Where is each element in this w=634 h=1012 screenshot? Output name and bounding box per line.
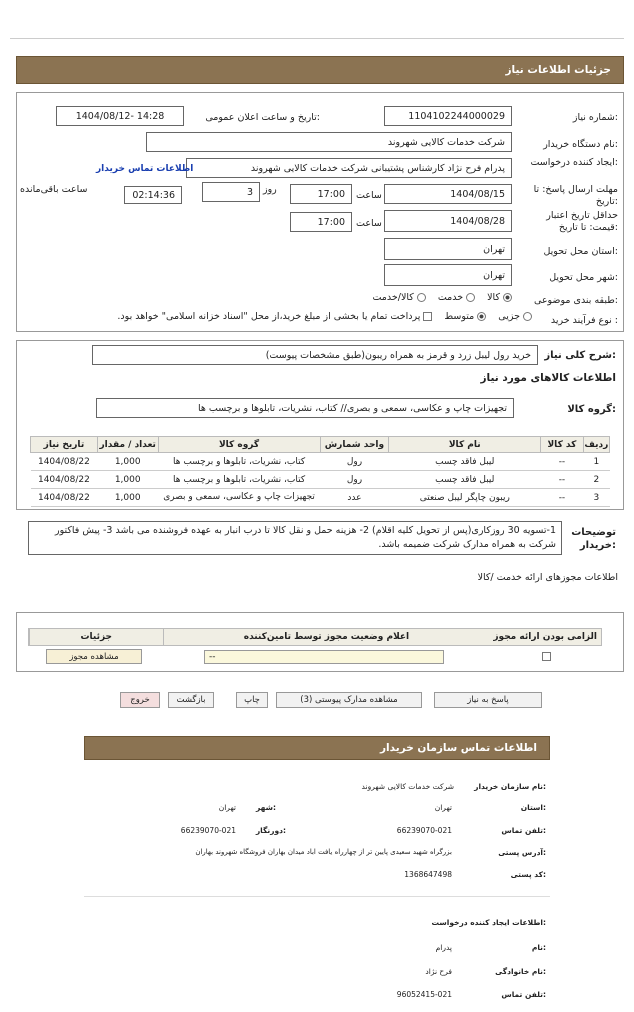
creator-field[interactable]: پدرام فرح نژاد کارشناس پشتیبانی شرکت خدمات کالایی شهروند (186, 158, 512, 178)
permits-col-required: الزامی بودن ارائه مجوز (493, 632, 597, 642)
creator-phone: 96052415-021 (396, 990, 452, 999)
permits-col-details: جزئیات (29, 629, 163, 645)
attachments-button[interactable]: مشاهده مدارک پیوستی (3) (276, 692, 422, 708)
contact-address: بزرگراه شهید سعیدی پایین تر از چهارراه یافت اباد میدان بهاران فروشگاه شهروند بهاران (195, 848, 452, 856)
permits-header (28, 628, 602, 646)
day-label: روز (263, 184, 277, 195)
permit-status-field[interactable]: -- (204, 650, 444, 664)
proc-partial-label: جزیی (498, 311, 520, 322)
cell-qty: 1,000 (97, 489, 158, 507)
reply-button[interactable]: پاسخ به نیاز (434, 692, 542, 708)
summary-label: شرح کلی نیاز: (544, 350, 616, 361)
province-field[interactable]: تهران (384, 238, 512, 260)
province-label: استان محل تحویل: (543, 246, 618, 257)
cell-code: -- (541, 453, 584, 471)
cell-row: 2 (583, 471, 609, 489)
cat-service-option[interactable] (438, 292, 475, 303)
cell-group: کتاب، نشریات، تابلوها و برچسب ها (158, 471, 320, 489)
notes-field[interactable]: 1-تسویه 30 روزکاری(پس از تحویل کلیه اقلام) 2- هزینه حمل و نقل کالا تا درب انبار به عهده فروشنده می باشد 3- پیش فاکتور شرکت به همراه مدارک شرکت ضمیمه باشد. (28, 521, 562, 555)
creator-name: پدرام (435, 943, 452, 952)
page-title: جزئیات اطلاعات نیاز (505, 64, 611, 76)
contact-province-label: استان: (520, 803, 546, 812)
permits-col-status: اعلام وضعیت مجوز توسط تامین‌کننده (163, 629, 490, 645)
creator-phone-label: تلفن تماس: (501, 990, 546, 999)
buyer-org-label: نام دستگاه خریدار: (543, 139, 618, 150)
contact-phone-label: تلفن تماس: (501, 826, 546, 835)
creator-label: ایجاد کننده درخواست: (530, 157, 618, 168)
cat-goods-label: کالا (487, 292, 500, 303)
view-permit-button[interactable]: مشاهده مجوز (46, 649, 142, 664)
exit-button[interactable]: خروج (120, 692, 160, 708)
print-button[interactable]: چاپ (236, 692, 268, 708)
creator-name-label: نام: (531, 943, 546, 952)
checkbox-icon[interactable] (423, 312, 432, 321)
validity-date-field[interactable]: 1404/08/28 (384, 210, 512, 232)
col-group: گروه کالا (158, 437, 320, 453)
validity-time-field[interactable]: 17:00 (290, 212, 352, 232)
cell-group: تجهیزات چاپ و عکاسی، سمعی و بصری (158, 489, 320, 507)
col-code: کد کالا (541, 437, 584, 453)
radio-icon[interactable] (477, 312, 486, 321)
payment-note-label: پرداخت تمام یا بخشی از مبلغ خرید،از محل "اسناد خزانه اسلامی" خواهد بود. (117, 311, 421, 322)
table-row[interactable] (31, 489, 610, 507)
cell-name: لیبل فاقد چسب (389, 453, 541, 471)
col-unit: واحد شمارش (320, 437, 389, 453)
back-button[interactable]: بازگشت (168, 692, 214, 708)
col-date: تاریخ نیاز (31, 437, 98, 453)
contact-city-label: شهر: (256, 803, 276, 812)
announce-field[interactable]: 1404/08/12- 14:28 (56, 106, 184, 126)
col-name: نام کالا (389, 437, 541, 453)
goods-table-header (31, 437, 610, 453)
contact-org-label: نام سازمان خریدار: (474, 782, 546, 791)
cell-date: 1404/08/22 (31, 453, 98, 471)
goods-section-title: اطلاعات کالاهای مورد نیاز (480, 372, 616, 384)
process-options (22, 311, 532, 322)
top-divider (10, 38, 624, 39)
validity-time-label: ساعت (356, 218, 382, 229)
cell-unit: عدد (320, 489, 389, 507)
cell-group: کتاب، نشریات، تابلوها و برچسب ها (158, 453, 320, 471)
contact-title: اطلاعات تماس سازمان خریدار (380, 742, 537, 754)
cell-qty: 1,000 (97, 453, 158, 471)
col-row: ردیف (583, 437, 609, 453)
buyer-org-field[interactable]: شرکت خدمات کالایی شهروند (146, 132, 512, 152)
cell-unit: رول (320, 471, 389, 489)
contact-header (84, 736, 550, 760)
cat-both-option[interactable] (372, 292, 425, 303)
contact-postal: 1368647498 (404, 870, 452, 879)
remaining-time-label: ساعت باقی‌مانده (20, 184, 88, 195)
cat-service-label: خدمت (437, 292, 464, 303)
cat-goods-option[interactable] (487, 292, 512, 303)
days-field[interactable]: 3 (202, 182, 260, 202)
contact-fax-label: دورنگار: (255, 826, 286, 835)
contact-province: تهران (434, 803, 452, 812)
category-label: طبقه بندی موضوعی: (533, 295, 618, 306)
cell-date: 1404/08/22 (31, 471, 98, 489)
creator-info-title: اطلاعات ایجاد کننده درخواست: (431, 918, 546, 927)
goods-group-label: گروه کالا: (567, 404, 616, 415)
cell-row: 1 (583, 453, 609, 471)
contact-address-label: آدرس پستی: (498, 848, 546, 857)
deadline-date-field[interactable]: 1404/08/15 (384, 184, 512, 204)
cell-code: -- (541, 489, 584, 507)
process-label: نوع فرآیند خرید : (550, 315, 618, 326)
cell-name: ریبون چاپگر لیبل صنعتی (389, 489, 541, 507)
cell-code: -- (541, 471, 584, 489)
deadline-label: مهلت ارسال پاسخ: تا تاریخ: (533, 184, 618, 207)
contact-city: تهران (218, 803, 236, 812)
contact-fax: 66239070-021 (180, 826, 236, 835)
proc-medium-option[interactable] (444, 311, 486, 322)
city-label: شهر محل تحویل: (549, 272, 618, 283)
page-header (16, 56, 624, 84)
summary-field[interactable]: خرید رول لیبل زرد و قرمز به همراه ریبون(طبق مشخصات پیوست) (92, 345, 538, 365)
validity-label: حداقل تاریخ اعتبار قیمت: تا تاریخ: (546, 210, 618, 233)
proc-partial-option[interactable] (498, 311, 532, 322)
cell-name: لیبل فاقد چسب (389, 471, 541, 489)
col-qty: تعداد / مقدار (97, 437, 158, 453)
need-number-label: شماره نیاز: (572, 112, 618, 123)
deadline-time-field[interactable]: 17:00 (290, 184, 352, 204)
cat-both-label: کالا/خدمت (372, 292, 414, 303)
goods-table (30, 436, 610, 507)
deadline-time-label: ساعت (356, 190, 382, 201)
remaining-time-field[interactable]: 02:14:36 (124, 186, 182, 204)
table-row[interactable] (31, 453, 610, 471)
contact-postal-label: کد پستی: (510, 870, 546, 879)
city-field[interactable]: تهران (384, 264, 512, 286)
table-row[interactable] (31, 471, 610, 489)
cell-date: 1404/08/22 (31, 489, 98, 507)
cell-row: 3 (583, 489, 609, 507)
announce-label: تاریخ و ساعت اعلان عمومی: (205, 112, 320, 123)
contact-org: شرکت خدمات کالایی شهروند (361, 782, 454, 791)
radio-icon[interactable] (503, 293, 512, 302)
cell-qty: 1,000 (97, 471, 158, 489)
proc-medium-label: متوسط (444, 311, 475, 322)
radio-icon[interactable] (417, 293, 426, 302)
radio-icon[interactable] (523, 312, 532, 321)
permit-required-checkbox[interactable] (542, 652, 551, 661)
contact-phone: 66239070-021 (396, 826, 452, 835)
payment-note-option[interactable] (117, 311, 432, 322)
radio-icon[interactable] (466, 293, 475, 302)
buyer-contact-link[interactable]: اطلاعات تماس خریدار (96, 164, 194, 174)
permits-title: اطلاعات مجوزهای ارائه خدمت /کالا (477, 572, 618, 583)
creator-family-label: نام خانوادگی: (495, 967, 546, 976)
notes-label: توضیحات خریدار: (571, 527, 616, 551)
contact-divider (84, 896, 550, 897)
cell-unit: رول (320, 453, 389, 471)
category-options (336, 292, 512, 303)
goods-group-field[interactable]: تجهیزات چاپ و عکاسی، سمعی و بصری// کتاب، نشریات، تابلوها و برچسب ها (96, 398, 514, 418)
creator-family: فرح نژاد (425, 967, 452, 976)
need-number-field[interactable]: 1104102244000029 (384, 106, 512, 126)
